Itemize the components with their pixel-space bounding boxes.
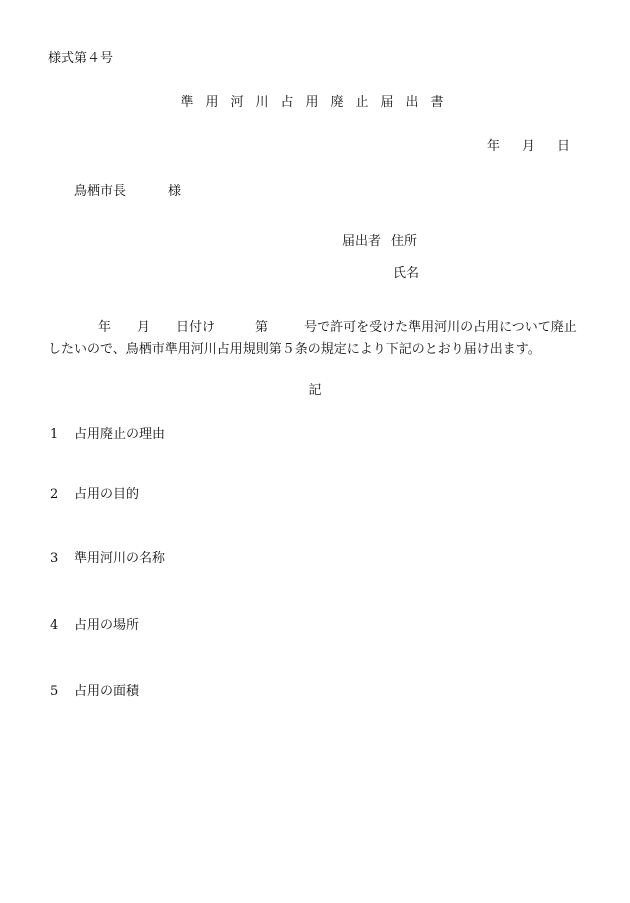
item-number: 1: [50, 427, 59, 442]
applicant-address-line: [342, 234, 417, 250]
item-label: 準用河川の名称: [74, 551, 166, 566]
item-number: 3: [50, 551, 59, 566]
item-5: [50, 684, 139, 700]
body-month: 月: [137, 320, 151, 335]
item-2: [50, 487, 139, 503]
item-number: 4: [50, 618, 59, 633]
date-month-label: 月: [521, 139, 535, 154]
ki-heading: 記: [308, 383, 322, 398]
item-label: 占用の場所: [74, 618, 140, 633]
body-line-1: [48, 317, 588, 339]
addressee: [74, 184, 181, 200]
date-line: [487, 139, 570, 155]
date-day-label: 日: [556, 139, 570, 154]
addressee-name: 鳥栖市長: [74, 184, 127, 199]
item-number: 2: [50, 487, 59, 502]
item-3: [50, 551, 165, 567]
item-4: [50, 618, 139, 634]
body-line1-rest: 号で許可を受けた準用河川の占用について廃止: [304, 320, 577, 335]
applicant-label: 届出者: [342, 234, 382, 249]
item-label: 占用の面積: [74, 684, 140, 699]
applicant-name-label: 氏名: [393, 266, 420, 281]
body-year: 年: [98, 320, 112, 335]
document-title: 準用河川占用廃止届出書: [180, 95, 456, 110]
item-1: [50, 427, 165, 443]
body-paragraph: [48, 317, 588, 361]
date-year-label: 年: [486, 139, 500, 154]
body-dated: 日付け: [176, 320, 216, 335]
body-dai: 第: [255, 320, 269, 335]
addressee-honorific: 様: [168, 184, 182, 199]
item-label: 占用の目的: [74, 487, 140, 502]
form-number: 様式第４号: [48, 51, 114, 66]
item-number: 5: [50, 684, 59, 699]
body-line-2: したいので、鳥栖市準用河川占用規則第５条の規定により下記のとおり届け出ます。: [48, 342, 541, 357]
applicant-address-label: 住所: [391, 234, 418, 249]
applicant-name-line: [393, 266, 419, 282]
item-label: 占用廃止の理由: [74, 427, 166, 442]
